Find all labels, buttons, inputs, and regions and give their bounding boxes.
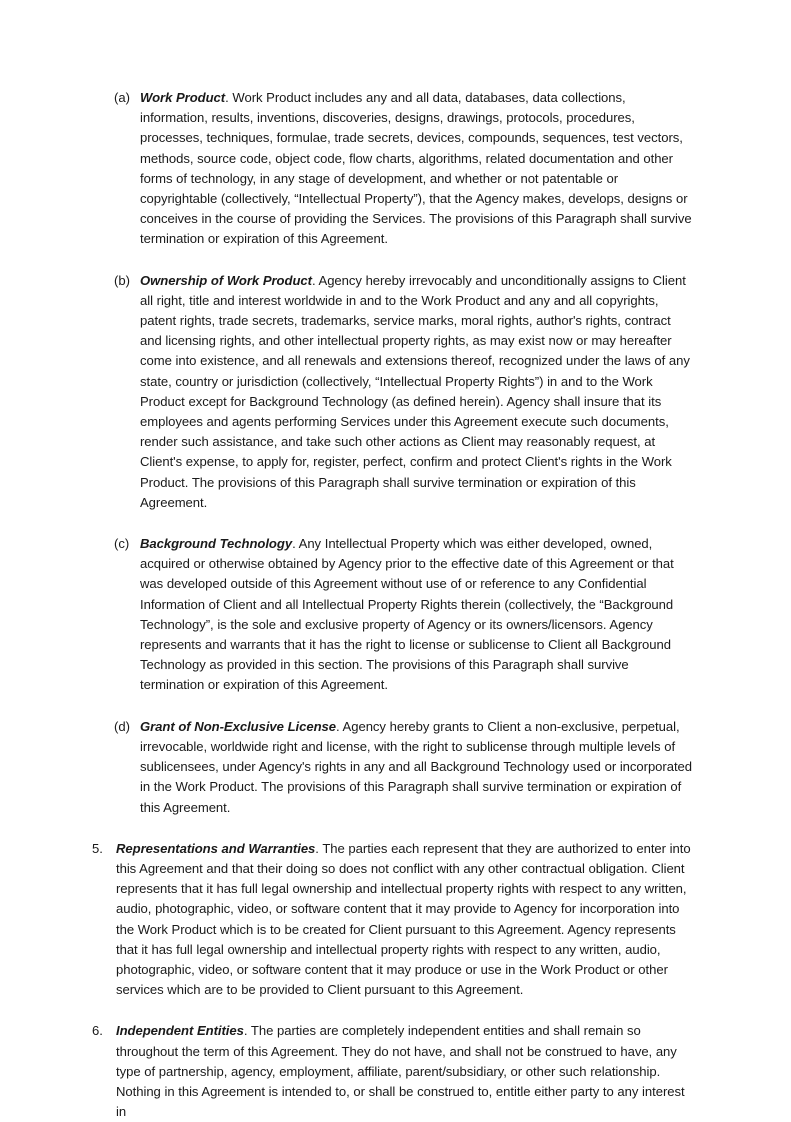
clause-marker: (a): [114, 90, 131, 105]
clause-body: [116, 1021, 695, 1122]
clause-title: Background Technology: [140, 536, 293, 552]
clause-text: . The parties each represent that they are authorized to enter into this Agreement and that their doing so does not conflict with any other contractual obligation. Client represents that it has full legal ownership and intellectual property rights with respect to any written, audio, photographic, video, or software content that it may provide to Agency for incorporation into the Work Product which is to be created for Client pursuant to this Agreement. Agency represents that it has full legal ownership and intellectual property rights with respect to any written, audio, photographic, video, or software content that it may produce or use in the Work Product or other services which are to be provided to Client pursuant to this Agreement.: [116, 840, 691, 998]
clause-marker: 5.: [92, 840, 103, 856]
clause-marker: (d): [114, 718, 131, 734]
clause-item-b: [92, 271, 695, 513]
clause-text: . The parties are completely independent entities and shall remain so throughout the term of this Agreement. They do not have, and shall not be construed to have, any type of partnership, agency, employment, affiliate, parent/subsidiary, or other such relationship. Nothing in this Agreement is intended to, or shall be construed to, entitle either party to any interest in: [116, 1023, 685, 1120]
clause-marker: (c): [114, 536, 130, 552]
clause-item-d: [92, 717, 695, 818]
clause-item-c: [92, 534, 695, 696]
clause-marker: 6.: [92, 1023, 103, 1039]
clause-marker: (b): [114, 272, 131, 288]
clause-body: [140, 717, 695, 818]
clause-item-a: [92, 88, 695, 250]
clause-text: . Agency hereby irrevocably and unconditionally assigns to Client all right, title and interest worldwide in and to the Work Product and any and all copyrights, patent rights, trade secrets, trademarks, service marks, moral rights, author's rights, contract and licensing rights, and other intellectual property rights, as may exist now or may hereafter come into existence, and all renewals and extensions thereof, recognized under the laws of any state, country or jurisdiction (collectively, “Intellectual Property Rights”) in and to the Work Product except for Background Technology (as defined herein). Agency shall insure that its employees and agents performing Services under this Agreement execute such documents, render such assistance, and take such other actions as Client may reasonably request, at Client's expense, to apply for, register, perfect, confirm and protect Client's rights in the Work Product. The provisions of this Paragraph shall survive termination or expiration of this Agreement.: [140, 272, 690, 510]
clause-body: [140, 534, 695, 696]
clause-title: Grant of Non-Exclusive License: [140, 718, 336, 734]
clause-body: [140, 88, 695, 250]
clause-text: . Any Intellectual Property which was either developed, owned, acquired or otherwise obtained by Agency prior to the effective date of this Agreement or that was developed outside of this Agreement without use of or reference to any Confidential Information of Client and all Intellectual Property Rights therein (collectively, the “Background Technology”, is the sole and exclusive property of Agency or its owners/licensors. Agency represents and warrants that it has the right to license or sublicense to Client all Background Technology as provided in this section. The provisions of this Paragraph shall survive termination or expiration of this Agreement.: [140, 536, 674, 693]
clause-text: . Work Product includes any and all data, databases, data collections, information, results, inventions, discoveries, designs, drawings, protocols, procedures, processes, techniques, formulae, trade secrets, devices, compounds, sequences, test vectors, methods, source code, object code, flow charts, algorithms, related documentation and other forms of technology, in any stage of development, and whether or not patentable or copyrightable (collectively, “Intellectual Property”), that the Agency makes, develops, designs or conceives in the course of providing the Services. The provisions of this Paragraph shall survive termination or expiration of this Agreement.: [140, 90, 692, 247]
clause-item-6: [92, 1021, 695, 1122]
clause-text: . Agency hereby grants to Client a non-exclusive, perpetual, irrevocable, worldwide right and license, with the right to sublicense through multiple levels of sublicensees, under Agency's rights in any and all Background Technology used or incorporated in the Work Product. The provisions of this Paragraph shall survive termination or expiration of this Agreement.: [140, 718, 693, 815]
clause-title: Ownership of Work Product: [140, 272, 312, 288]
clause-item-5: [92, 839, 695, 1001]
clause-title: Independent Entities: [116, 1023, 244, 1039]
clause-title: Representations and Warranties: [116, 840, 316, 856]
clause-body: [140, 271, 695, 513]
clause-title: Work Product: [140, 90, 226, 105]
clause-body: [116, 839, 695, 1001]
clause-list: [92, 88, 695, 1122]
